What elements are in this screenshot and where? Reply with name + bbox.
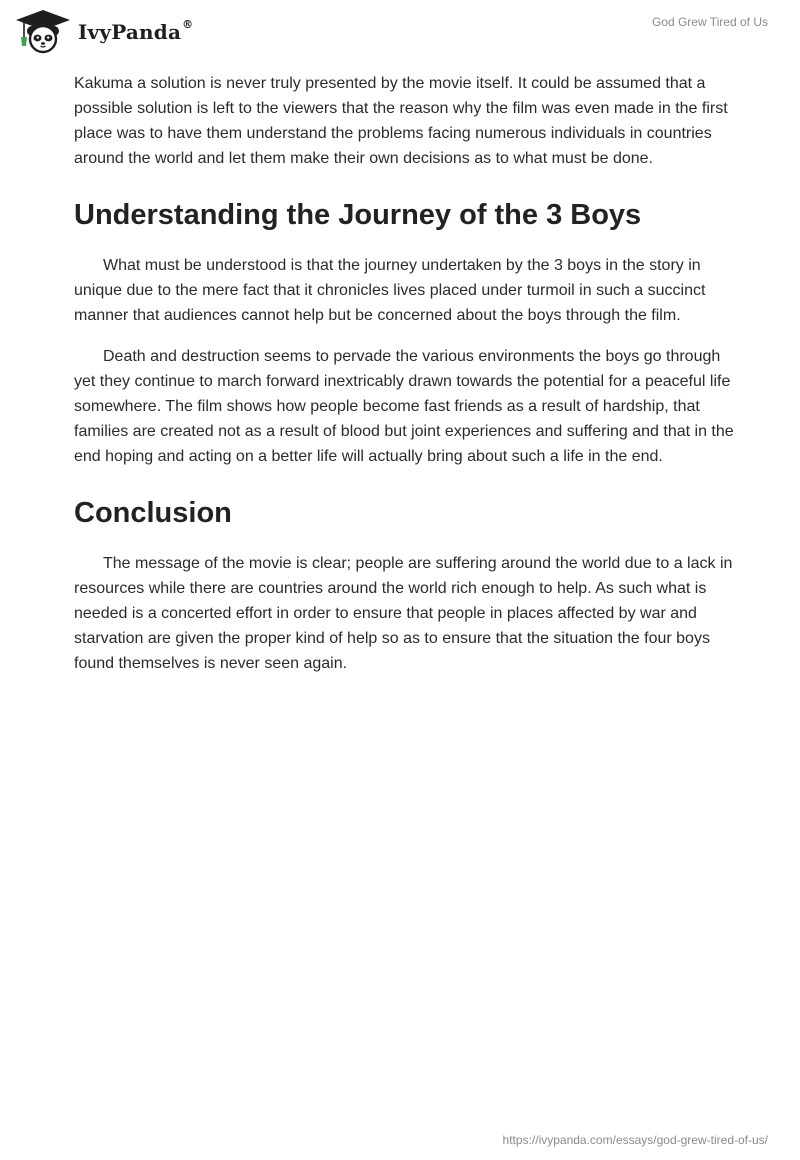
brand-name: IvyPanda® bbox=[78, 18, 194, 44]
paragraph: Death and destruction seems to pervade the various environments the boys go through yet they continue to march forward inextricably drawn towards the potential for a peaceful life somewhere. The film shows how people become fast friends as a result of hardship, that families are created not as a result of blood but joint experiences and suffering and that in the end hoping and acting on a better life will actually bring about such a life in the end. bbox=[74, 348, 734, 465]
panda-graduation-cap-icon bbox=[14, 8, 72, 54]
section-heading-journey: Understanding the Journey of the 3 Boys bbox=[74, 199, 642, 231]
page-header bbox=[0, 0, 800, 60]
logo[interactable] bbox=[14, 8, 193, 54]
section-heading-conclusion: Conclusion bbox=[74, 497, 232, 529]
document-title: God Grew Tired of Us bbox=[651, 15, 768, 29]
paragraph: What must be understood is that the journey undertaken by the 3 boys in the story in unique due to the mere fact that it chronicles lives placed under turmoil in such a succinct manner that audiences cannot help but be concerned about the boys through the film. bbox=[74, 257, 706, 324]
source-url[interactable]: https://ivypanda.com/essays/god-grew-tired-of-us/ bbox=[502, 1133, 768, 1147]
intro-paragraph: Kakuma a solution is never truly presented by the movie itself. It could be assumed that a possible solution is left to the viewers that the reason why the film was even made in the first place was to have them understand the problems facing numerous individuals in countries around the world and let them make their own decisions as to what must be done. bbox=[74, 75, 728, 167]
paragraph: The message of the movie is clear; people are suffering around the world due to a lack in resources while there are countries around the world rich enough to help. As such what is needed is a concerted effort in order to ensure that people in places affected by war and starvation are given the proper kind of help so as to ensure that the situation the four boys found themselves is never seen again. bbox=[74, 555, 733, 672]
essay-content bbox=[74, 71, 734, 692]
